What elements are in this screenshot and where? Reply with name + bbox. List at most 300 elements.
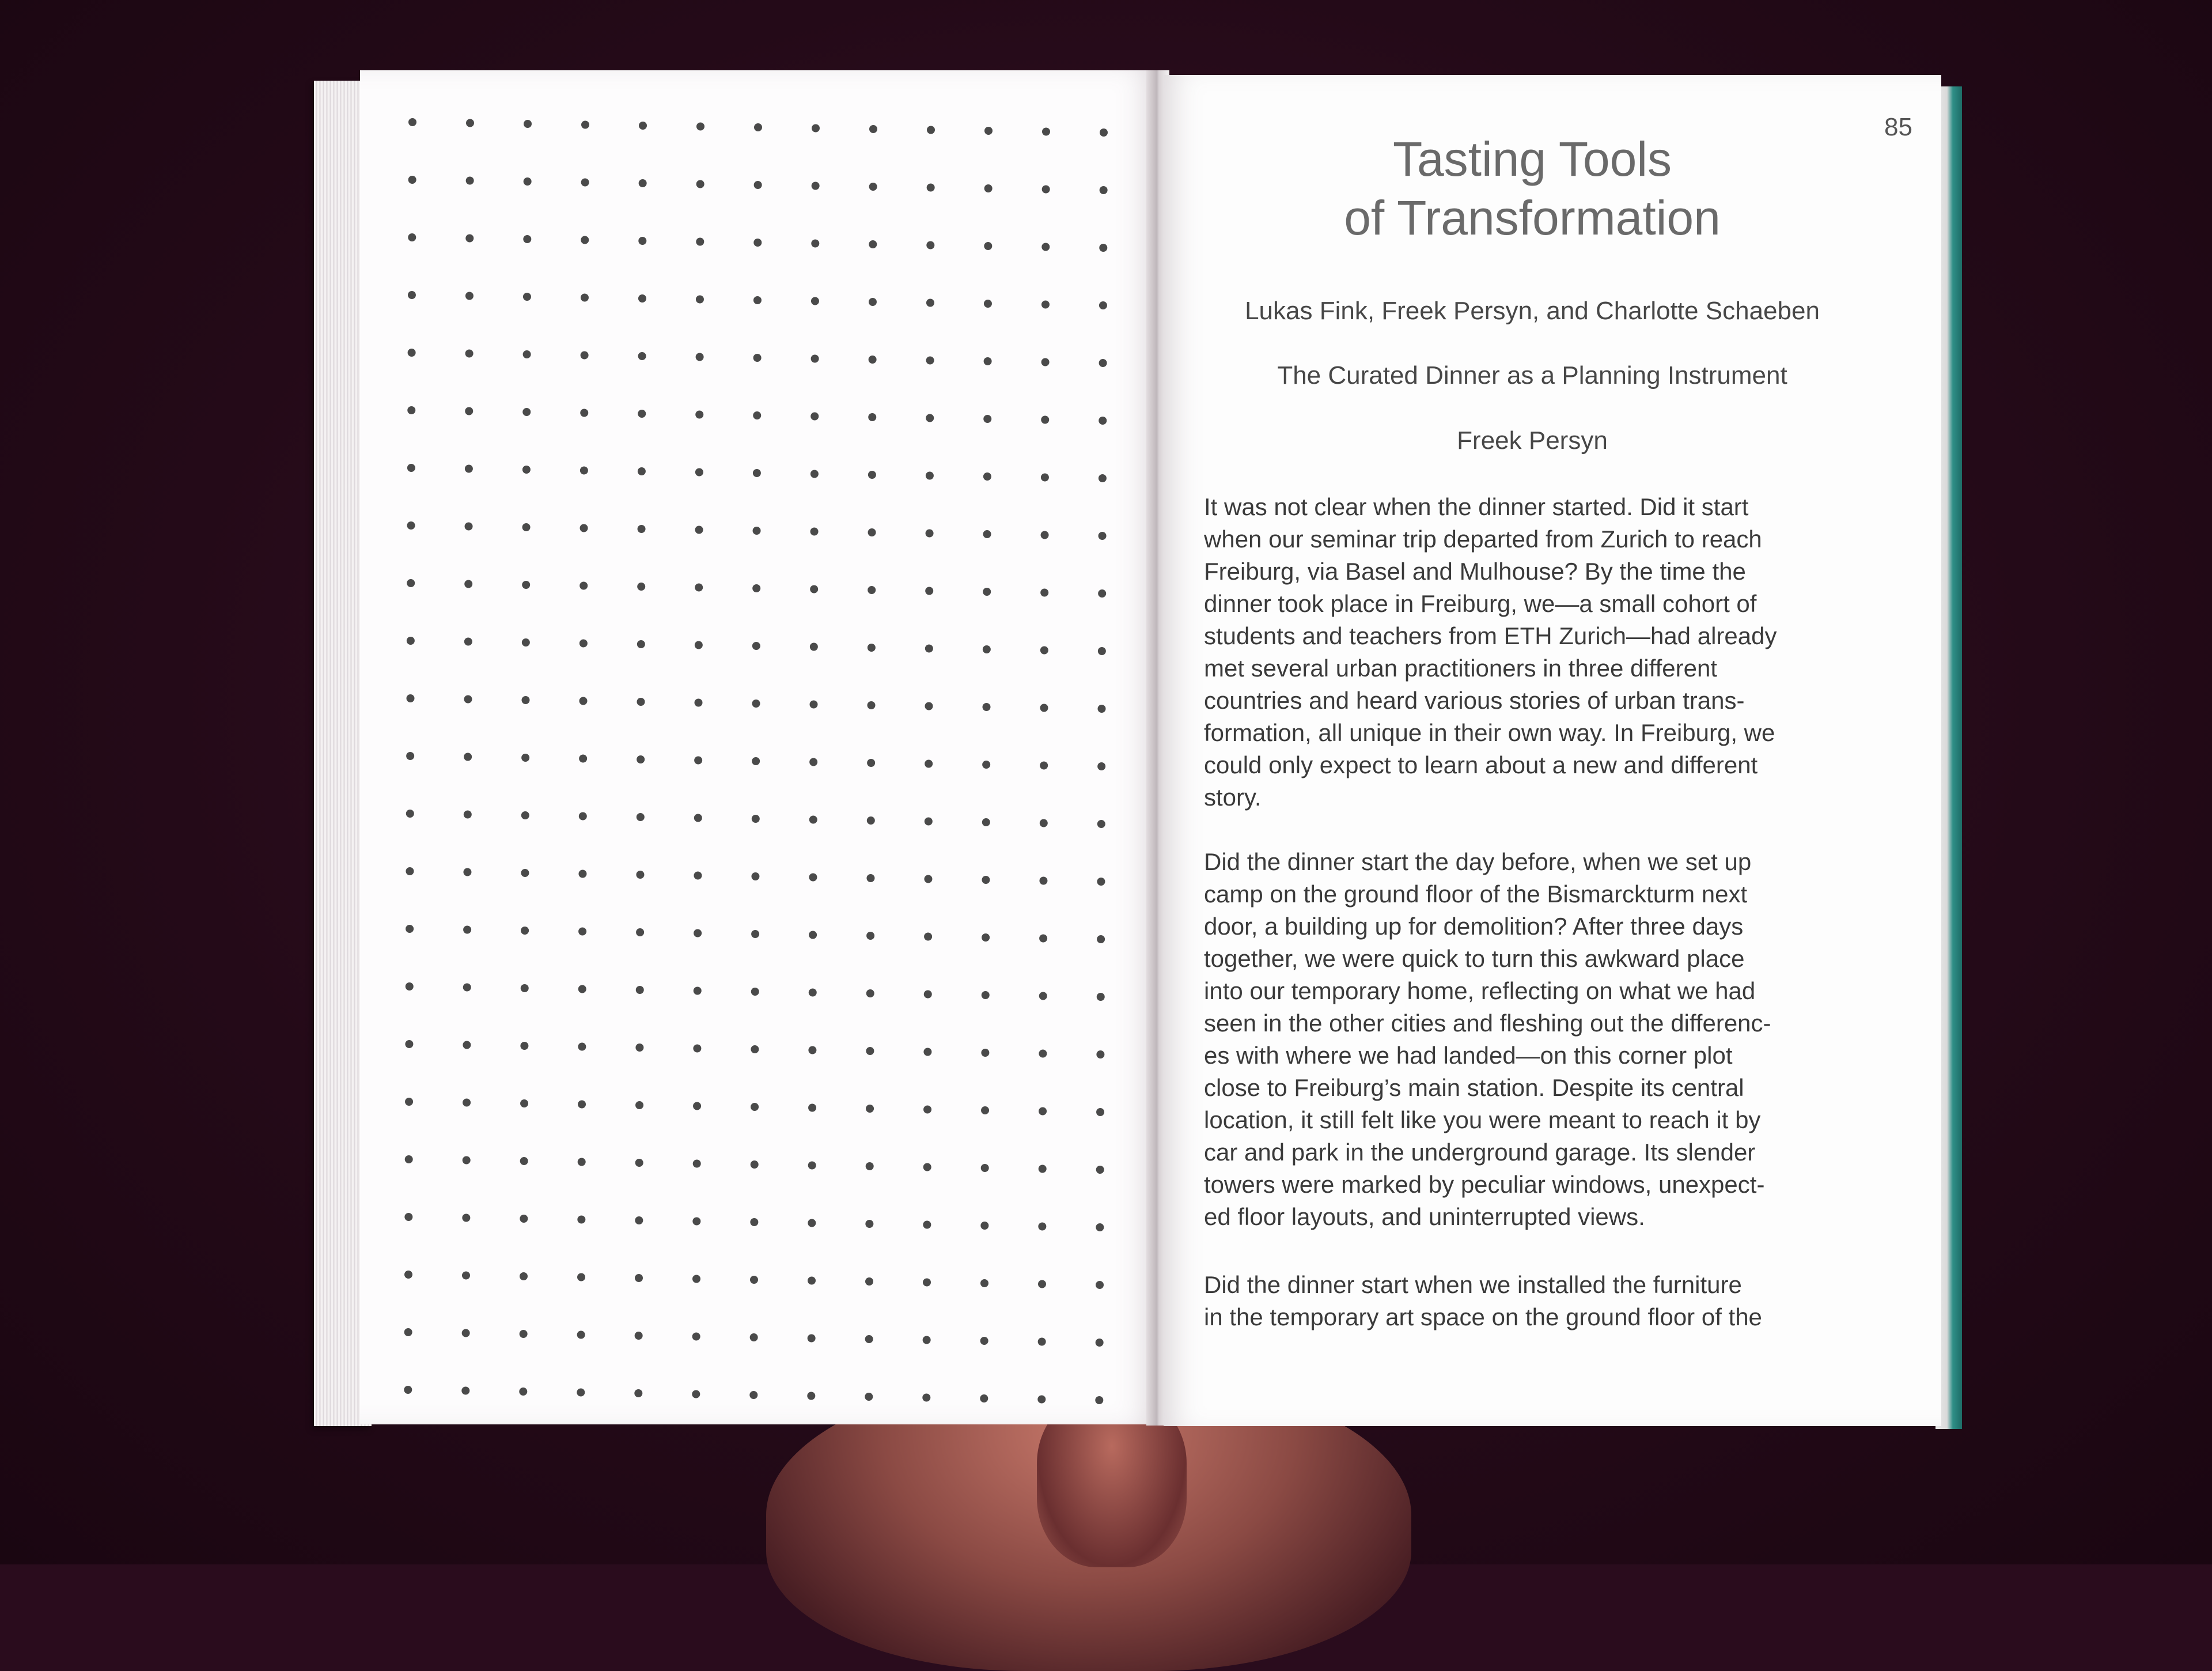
grid-dot — [694, 929, 702, 937]
grid-dot — [694, 987, 702, 995]
grid-dot — [812, 124, 820, 133]
grid-dot — [404, 1386, 412, 1394]
grid-dot — [577, 1273, 585, 1281]
grid-dot — [923, 1048, 931, 1056]
grid-dot — [521, 754, 529, 762]
grid-dot — [924, 990, 932, 999]
grid-dot — [753, 411, 761, 419]
paragraph-2 — [1204, 846, 1866, 1233]
grid-dot — [869, 125, 877, 133]
grid-dot — [868, 701, 876, 709]
grid-dot — [753, 296, 762, 304]
grid-dot — [521, 927, 529, 935]
grid-dot — [812, 182, 820, 190]
grid-dot — [639, 122, 647, 130]
text-line: when our seminar trip departed from Zurich to reach — [1204, 526, 1762, 553]
grid-dot — [1039, 1107, 1047, 1116]
grid-dot — [1095, 1396, 1103, 1404]
grid-dot — [581, 351, 589, 360]
grid-dot — [1040, 762, 1048, 770]
grid-dot — [752, 642, 760, 650]
grid-dot — [465, 523, 473, 531]
grid-dot — [751, 1103, 759, 1111]
grid-dot — [465, 407, 473, 415]
grid-dot — [463, 1041, 471, 1049]
grid-dot — [810, 643, 818, 651]
grid-dot — [1039, 935, 1047, 943]
grid-dot — [749, 1391, 757, 1399]
grid-dot — [461, 1387, 469, 1395]
grid-dot — [753, 527, 761, 535]
grid-dot — [925, 587, 933, 595]
grid-dot — [866, 1105, 874, 1113]
text-line: Freiburg, via Basel and Mulhouse? By the time the — [1204, 558, 1746, 585]
grid-dot — [750, 1276, 758, 1284]
grid-dot — [752, 584, 760, 592]
grid-dot — [924, 875, 932, 883]
grid-dot — [810, 413, 819, 421]
grid-dot — [1039, 877, 1047, 885]
left-page-dot-grid — [360, 70, 1158, 1424]
grid-dot — [635, 1216, 643, 1224]
grid-dot — [808, 1104, 816, 1112]
grid-dot — [692, 1218, 700, 1226]
text-line: dinner took place in Freiburg, we—a small cohort of — [1204, 590, 1757, 617]
grid-dot — [462, 1329, 470, 1337]
grid-dot — [463, 984, 471, 992]
grid-dot — [980, 1279, 988, 1287]
grid-dot — [696, 296, 704, 304]
grid-dot — [750, 1333, 758, 1341]
grid-dot — [981, 1106, 989, 1114]
grid-dot — [579, 697, 588, 705]
grid-dot — [1096, 1339, 1104, 1347]
grid-dot — [463, 1099, 471, 1107]
grid-dot — [980, 1394, 988, 1402]
grid-dot — [1099, 359, 1107, 367]
grid-dot — [521, 984, 529, 992]
grid-dot — [464, 753, 472, 761]
grid-dot — [577, 1389, 585, 1397]
grid-dot — [981, 1049, 989, 1057]
grid-dot — [408, 291, 416, 299]
grid-dot — [694, 872, 702, 880]
grid-dot — [923, 1163, 931, 1171]
grid-dot — [923, 1279, 931, 1287]
text-line: formation, all unique in their own way. In Freiburg, we — [1204, 719, 1775, 746]
grid-dot — [521, 811, 529, 819]
grid-dot — [751, 872, 759, 880]
grid-dot — [695, 699, 703, 707]
grid-dot — [577, 1331, 585, 1339]
grid-dot — [465, 350, 474, 358]
grid-dot — [865, 1220, 873, 1228]
grid-dot — [869, 298, 877, 306]
grid-dot — [637, 583, 645, 591]
grid-dot — [637, 698, 645, 706]
grid-dot — [811, 355, 819, 363]
grid-dot — [810, 470, 819, 478]
grid-dot — [925, 702, 933, 710]
grid-dot — [807, 1392, 815, 1400]
grid-dot — [925, 818, 933, 826]
grid-dot — [692, 1275, 700, 1283]
grid-dot — [638, 467, 646, 475]
grid-dot — [577, 1216, 585, 1224]
grid-dot — [695, 468, 703, 477]
grid-dot — [1039, 992, 1047, 1000]
grid-dot — [1037, 1396, 1046, 1404]
grid-dot — [1042, 186, 1050, 194]
grid-dot — [867, 759, 875, 767]
grid-dot — [522, 523, 531, 531]
grid-dot — [1040, 589, 1048, 597]
grid-dot — [751, 1160, 759, 1169]
grid-dot — [983, 588, 991, 596]
text-line: door, a building up for demolition? After three days — [1204, 913, 1744, 940]
grid-dot — [809, 931, 817, 939]
grid-dot — [1098, 705, 1106, 713]
grid-dot — [754, 181, 762, 189]
grid-dot — [1100, 128, 1108, 137]
grid-dot — [692, 1333, 700, 1341]
grid-dot — [984, 127, 993, 135]
grid-dot — [636, 986, 644, 994]
grid-dot — [808, 1334, 816, 1343]
grid-dot — [696, 123, 704, 131]
grid-dot — [868, 471, 876, 479]
grid-dot — [752, 700, 760, 708]
grid-dot — [635, 1274, 643, 1282]
grid-dot — [1041, 531, 1049, 539]
text-line: in the temporary art space on the ground floor of the — [1204, 1303, 1762, 1330]
grid-dot — [465, 235, 474, 243]
grid-dot — [984, 184, 993, 192]
grid-dot — [635, 1101, 643, 1109]
grid-dot — [405, 1155, 413, 1163]
grid-dot — [466, 119, 474, 127]
grid-dot — [405, 1040, 413, 1048]
grid-dot — [580, 409, 588, 417]
text-line: into our temporary home, reflecting on what we had — [1204, 977, 1756, 1004]
grid-dot — [463, 926, 471, 934]
grid-dot — [696, 180, 704, 188]
grid-dot — [408, 233, 416, 241]
grid-dot — [692, 1390, 700, 1398]
grid-dot — [1096, 1166, 1104, 1174]
grid-dot — [407, 464, 415, 472]
grid-dot — [751, 1045, 759, 1053]
grid-dot — [464, 638, 472, 646]
grid-dot — [1040, 704, 1048, 712]
grid-dot — [1099, 301, 1107, 309]
grid-dot — [868, 586, 876, 594]
grid-dot — [695, 411, 703, 419]
text-line: es with where we had landed—on this corner plot — [1204, 1042, 1733, 1069]
grid-dot — [579, 755, 587, 763]
grid-dot — [1099, 532, 1107, 540]
grid-dot — [927, 184, 935, 192]
grid-dot — [520, 1272, 528, 1280]
grid-dot — [754, 123, 762, 131]
grid-dot — [926, 472, 934, 480]
grid-dot — [464, 580, 472, 588]
grid-dot — [520, 1042, 528, 1050]
grid-dot — [984, 357, 992, 365]
grid-dot — [638, 352, 646, 360]
grid-dot — [980, 1222, 988, 1230]
grid-dot — [407, 579, 415, 587]
grid-dot — [524, 177, 532, 186]
grid-dot — [1097, 762, 1105, 770]
grid-dot — [981, 1164, 989, 1172]
grid-dot — [1096, 1108, 1104, 1116]
grid-dot — [982, 991, 990, 999]
grid-dot — [1099, 417, 1107, 425]
grid-dot — [923, 1336, 931, 1344]
grid-dot — [463, 1156, 471, 1165]
grid-dot — [578, 1043, 586, 1051]
grid-dot — [638, 525, 646, 533]
page-number: 85 — [1884, 113, 1912, 141]
grid-dot — [808, 1046, 816, 1054]
grid-dot — [865, 1277, 873, 1286]
grid-dot — [811, 240, 819, 248]
text-line: could only expect to learn about a new and different — [1204, 751, 1758, 778]
grid-dot — [462, 1272, 470, 1280]
text-line: close to Freiburg’s main station. Despite its central — [1204, 1074, 1744, 1101]
grid-dot — [926, 241, 934, 249]
grid-dot — [808, 1277, 816, 1285]
grid-dot — [696, 353, 704, 361]
grid-dot — [522, 696, 530, 704]
text-line: car and park in the underground garage. Its slender — [1204, 1139, 1756, 1166]
grid-dot — [406, 982, 414, 990]
grid-dot — [406, 925, 414, 933]
grid-dot — [637, 813, 645, 821]
grid-dot — [753, 469, 761, 477]
text-line: It was not clear when the dinner started. Did it start — [1204, 493, 1749, 520]
grid-dot — [866, 1047, 874, 1055]
grid-dot — [635, 1159, 643, 1167]
grid-dot — [1096, 1050, 1104, 1058]
grid-dot — [1041, 243, 1050, 251]
grid-dot — [524, 120, 532, 128]
grid-dot — [1038, 1280, 1046, 1288]
grid-dot — [1040, 647, 1048, 655]
grid-dot — [696, 238, 704, 246]
grid-dot — [523, 350, 531, 358]
grid-dot — [1038, 1338, 1046, 1346]
grid-dot — [809, 758, 817, 766]
grid-dot — [1041, 301, 1050, 309]
grid-dot — [1097, 820, 1105, 828]
grid-dot — [810, 701, 818, 709]
grid-dot — [406, 867, 414, 875]
grid-dot — [926, 299, 934, 307]
grid-dot — [520, 1099, 528, 1107]
grid-dot — [867, 816, 875, 825]
grid-dot — [983, 645, 991, 653]
grid-dot — [637, 755, 645, 763]
grid-dot — [866, 1162, 874, 1170]
grid-dot — [639, 179, 647, 187]
grid-dot — [1100, 186, 1108, 194]
grid-dot — [519, 1388, 527, 1396]
grid-dot — [982, 761, 990, 769]
grid-dot — [809, 874, 817, 882]
grid-dot — [1040, 819, 1048, 827]
grid-dot — [924, 933, 932, 941]
text-line: camp on the ground floor of the Bismarckturm next — [1204, 880, 1748, 908]
grid-dot — [811, 297, 819, 305]
text-line: countries and heard various stories of urban trans- — [1204, 687, 1745, 714]
grid-dot — [869, 183, 877, 191]
grid-dot — [581, 294, 589, 302]
grid-dot — [925, 760, 933, 768]
grid-dot — [520, 1157, 528, 1165]
grid-dot — [581, 179, 589, 187]
grid-dot — [1099, 474, 1107, 482]
grid-dot — [983, 530, 991, 538]
grid-dot — [407, 521, 415, 530]
grid-dot — [407, 637, 415, 645]
section-byline: Freek Persyn — [1457, 426, 1608, 455]
grid-dot — [1098, 589, 1106, 598]
grid-dot — [580, 524, 588, 532]
grid-dot — [983, 472, 991, 481]
grid-dot — [1096, 1281, 1104, 1289]
grid-dot — [578, 1158, 586, 1166]
grid-dot — [983, 415, 991, 423]
grid-dot — [1097, 935, 1105, 943]
grid-dot — [1041, 474, 1049, 482]
grid-dot — [464, 695, 472, 704]
grid-dot — [1098, 647, 1106, 655]
grid-dot — [465, 465, 473, 473]
grid-dot — [693, 1045, 701, 1053]
text-line: story. — [1204, 784, 1262, 811]
grid-dot — [693, 1160, 701, 1168]
title-line: Tasting Tools — [1392, 132, 1672, 186]
grid-dot — [695, 584, 703, 592]
grid-dot — [869, 356, 877, 364]
paragraph-1 — [1204, 491, 1866, 814]
grid-dot — [1038, 1223, 1046, 1231]
grid-dot — [522, 638, 530, 647]
grid-dot — [866, 932, 874, 940]
grid-dot — [1099, 244, 1107, 252]
grid-dot — [521, 869, 529, 877]
grid-dot — [982, 818, 990, 826]
text-line: Did the dinner start the day before, when we set up — [1204, 848, 1752, 875]
grid-dot — [752, 815, 760, 823]
grid-dot — [1042, 128, 1050, 136]
grid-dot — [404, 1328, 412, 1336]
grid-dot — [634, 1389, 642, 1397]
grid-dot — [408, 349, 416, 357]
grid-dot — [751, 988, 759, 996]
text-line: seen in the other cities and fleshing out the differenc- — [1204, 1010, 1771, 1037]
grid-dot — [695, 526, 703, 534]
grid-dot — [1041, 416, 1049, 424]
grid-dot — [922, 1394, 930, 1402]
grid-dot — [868, 413, 876, 421]
grid-dot — [1039, 1050, 1047, 1058]
grid-dot — [1039, 1165, 1047, 1173]
grid-dot — [926, 414, 934, 422]
grid-dot — [636, 871, 644, 879]
title-line: of Transformation — [1344, 191, 1721, 245]
grid-dot — [404, 1213, 412, 1221]
grid-dot — [638, 410, 646, 418]
grid-dot — [638, 294, 646, 303]
grid-dot — [926, 530, 934, 538]
text-line: location, it still felt like you were meant to reach it by — [1204, 1106, 1761, 1133]
text-line: Did the dinner start when we installed the furniture — [1204, 1271, 1742, 1298]
grid-dot — [406, 752, 414, 760]
grid-dot — [520, 1330, 528, 1338]
grid-dot — [408, 176, 416, 184]
grid-dot — [463, 868, 471, 876]
grid-dot — [693, 1102, 701, 1110]
grid-dot — [406, 810, 414, 818]
grid-dot — [578, 928, 586, 936]
grid-dot — [520, 1215, 528, 1223]
grid-dot — [923, 1221, 931, 1229]
grid-dot — [983, 703, 991, 711]
grid-dot — [522, 466, 531, 474]
grid-dot — [464, 811, 472, 819]
grid-dot — [466, 177, 474, 185]
grid-dot — [866, 874, 874, 882]
grid-dot — [753, 239, 762, 247]
grid-dot — [581, 236, 589, 244]
grid-dot — [404, 1271, 412, 1279]
grid-dot — [578, 985, 586, 993]
grid-dot — [925, 645, 933, 653]
grid-dot — [408, 118, 416, 126]
grid-dot — [465, 292, 474, 300]
grid-dot — [578, 870, 586, 878]
grid-dot — [982, 876, 990, 884]
grid-dot — [523, 293, 531, 301]
article-title — [1233, 130, 1832, 247]
grid-dot — [809, 989, 817, 997]
dot-grid — [360, 70, 1158, 1424]
grid-dot — [868, 644, 876, 652]
grid-dot — [523, 235, 531, 243]
authors: Lukas Fink, Freek Persyn, and Charlotte Schaeben — [1245, 297, 1820, 325]
text-line: together, we were quick to turn this awkward place — [1204, 945, 1745, 972]
grid-dot — [869, 240, 877, 248]
grid-dot — [405, 1098, 413, 1106]
grid-dot — [984, 242, 992, 250]
grid-dot — [866, 989, 874, 997]
grid-dot — [753, 354, 762, 362]
grid-dot — [522, 581, 530, 589]
grid-dot — [810, 585, 818, 593]
section-subtitle: The Curated Dinner as a Planning Instrument — [1277, 361, 1787, 390]
grid-dot — [982, 933, 990, 942]
grid-dot — [407, 694, 415, 702]
text-line: met several urban practitioners in three different — [1204, 655, 1718, 682]
grid-dot — [579, 640, 588, 648]
grid-dot — [638, 237, 646, 245]
grid-dot — [868, 528, 876, 536]
grid-dot — [809, 816, 817, 824]
grid-dot — [923, 1106, 931, 1114]
